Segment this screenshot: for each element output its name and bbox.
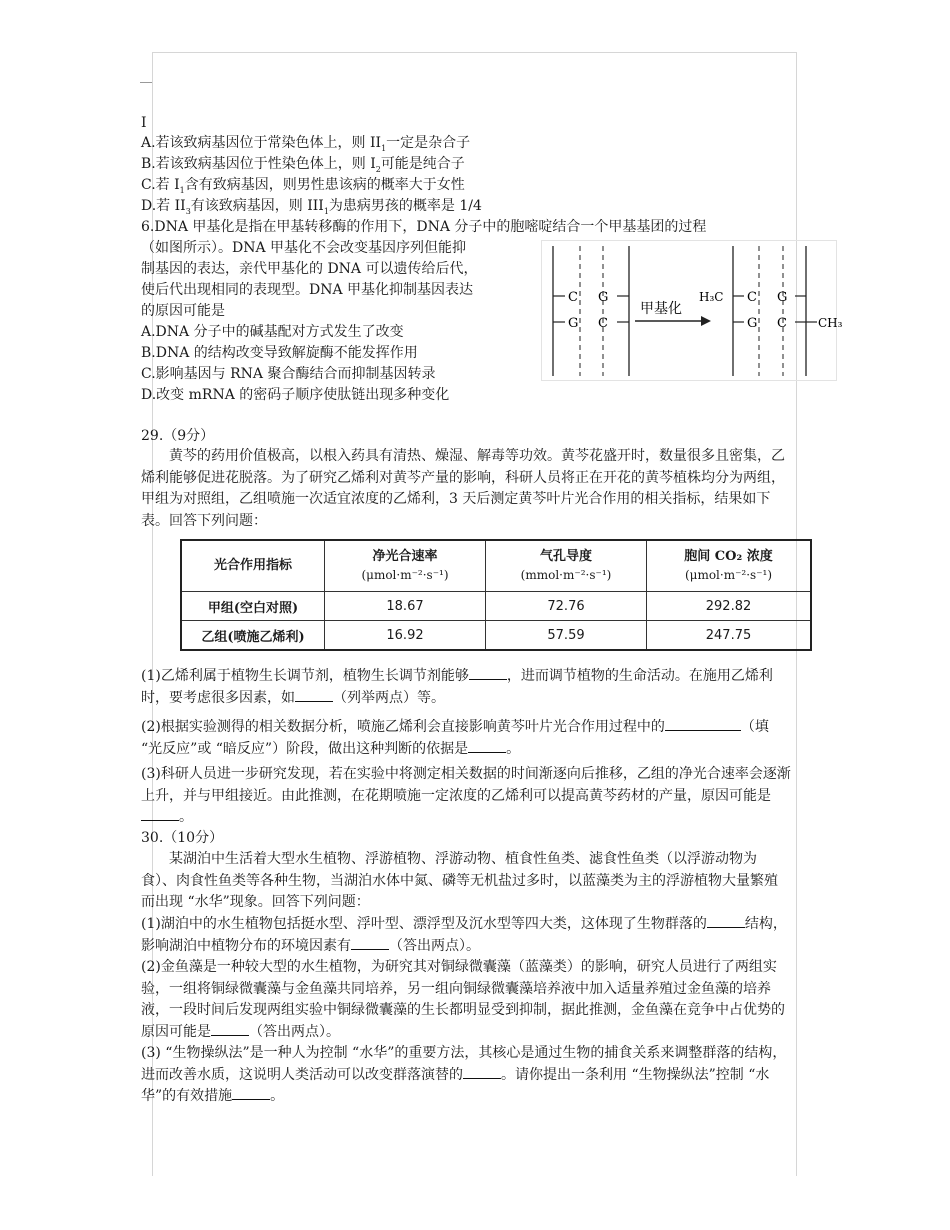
table-cell: 16.92 [325, 621, 486, 651]
table-row [181, 621, 811, 651]
page-frame-top [152, 52, 797, 53]
answer-blank[interactable] [707, 914, 745, 928]
table-header: 胞间 CO₂ 浓度 (μmol·m⁻²·s⁻¹) [647, 540, 812, 592]
table-header: 气孔导度 (mmol·m⁻²·s⁻¹) [486, 540, 647, 592]
table-cell: 乙组(喷施乙烯利) [181, 621, 325, 651]
q29-intro: 黄芩的药用价值极高，以根入药具有清热、燥湿、解毒等功效。黄芩花盛开时，数量很多且密集，乙烯利能够促进花脱落。为了研究乙烯利对黄芩产量的影响，科研人员将正在开花的黄芩植株均分为两组，甲组为对照组，乙组喷施一次适宜浓度的乙烯利，3 天后测定黄芩叶片光合作用的相关指标，结果如下表。回答下列问题： [141, 448, 785, 529]
left-base: C [568, 290, 578, 305]
q6-stem-line: 使后代出现相同的表现型。DNA 甲基化抑制基因表达 [141, 282, 474, 298]
right-base: G [777, 290, 788, 305]
left-base: G [568, 316, 579, 331]
methyl-group-top: H₃C [699, 290, 724, 304]
q6-option-d: D.改变 mRNA 的密码子顺序使肽链出现多种变化 [141, 387, 450, 403]
answer-blank[interactable] [351, 936, 389, 950]
answer-blank[interactable] [469, 666, 507, 680]
answer-blank[interactable] [463, 1065, 501, 1079]
q29-sub2: (2)根据实验测得的相关数据分析，喷施乙烯利会直接影响黄芩叶片光合作用过程中的 （填 “光反应”或 “暗反应”）阶段，做出这种判断的依据是 。 [141, 719, 769, 757]
table-cell: 292.82 [647, 592, 812, 621]
figure-border [542, 241, 837, 381]
q30-sub3: (3) “生物操纵法”是一种人为控制 “水华”的重要方法，其核心是通过生物的捕食关系来调整群落的结构，进而改善水质，这说明人类活动可以改变群落演替的 。请你提出一条利用 “生物操纵法”控制 “水华”的有效措施 。 [141, 1045, 787, 1104]
q30-sub2: (2)金鱼藻是一种较大型的水生植物，为研究其对铜绿微囊藻（蓝藻类）的影响，研究人员进行了两组实验，一组将铜绿微囊藻与金鱼藻共同培养，另一组向铜绿微囊藻培养液中加入适量养殖过金鱼藻的培养液，一段时间后发现两组实验中铜绿微囊藻的生长都明显受到抑制，据此推测，金鱼藻在竞争中占优势的原因可能是 （答出两点）。 [141, 959, 785, 1040]
q29-header: 29.（9分） [141, 428, 215, 444]
q30-sub1: (1)湖泊中的水生植物包括挺水型、浮叶型、漂浮型及沉水型等四大类，这体现了生物群落的 结构，影响湖泊中植物分布的环境因素有 （答出两点）。 [141, 916, 787, 954]
answer-blank[interactable] [665, 717, 703, 731]
arrow-head-icon [701, 316, 711, 326]
right-base: C [747, 290, 757, 305]
dna-methylation-figure [541, 240, 843, 381]
table-row [181, 592, 811, 621]
right-base: G [747, 316, 758, 331]
answer-blank[interactable] [211, 1022, 249, 1036]
table-header: 净光合速率 (μmol·m⁻²·s⁻¹) [325, 540, 486, 592]
corner-mark [140, 82, 152, 83]
table-cell: 57.59 [486, 621, 647, 651]
left-base: G [598, 290, 609, 305]
q6-stem-line: 的原因可能是 [141, 303, 225, 319]
q6-stem-line: （如图所示）。DNA 甲基化不会改变基因序列但能抑 [141, 240, 467, 256]
answer-blank[interactable] [295, 688, 333, 702]
q29-sub1: (1)乙烯利属于植物生长调节剂，植物生长调节剂能够 ，进而调节植物的生命活动。在施用乙烯利时，要考虑很多因素，如 （列举两点）等。 [141, 668, 773, 706]
q5-option-a: A.若该致病基因位于常染色体上，则 $II_1$一定是杂合子 [141, 135, 471, 153]
arrow-label: 甲基化 [640, 301, 682, 317]
q30-intro: 某湖泊中生活着大型水生植物、浮游植物、浮游动物、植食性鱼类、滤食性鱼类（以浮游动物为食）、肉食性鱼类等各种生物，当湖泊水体中氮、磷等无机盐过多时，以蓝藻类为主的浮游植物大量繁殖而出现 “水华”现象。回答下列问题： [141, 851, 778, 910]
q6-option-b: B.DNA 的结构改变导致解旋酶不能发挥作用 [141, 345, 418, 361]
answer-blank[interactable] [232, 1086, 270, 1100]
q5-option-b: B.若该致病基因位于性染色体上，则 $I_2$可能是纯合子 [141, 156, 465, 174]
q6-option-a: A.DNA 分子中的碱基配对方式发生了改变 [141, 324, 404, 340]
table-cell: 甲组(空白对照) [181, 592, 325, 621]
top-fragment: I [141, 115, 147, 131]
photosynthesis-table [180, 539, 812, 651]
q5-option-c: C.若 $I_1$含有致病基因，则男性患该病的概率大于女性 [141, 177, 465, 195]
methyl-group-bottom: CH₃ [818, 316, 843, 330]
q6-stem-line1: 6.DNA 甲基化是指在甲基转移酶的作用下，DNA 分子中的胞嘧啶结合一个甲基基团的过程 [141, 219, 707, 235]
answer-blank[interactable] [703, 717, 741, 731]
left-base: C [598, 316, 608, 331]
q5-option-d: D.若 $II_3$有该致病基因，则 $III_1$为患病男孩的概率是 1/4 [141, 198, 482, 216]
q29-sub3: (3)科研人员进一步研究发现，若在实验中将测定相关数据的时间渐逐向后推移，乙组的净光合速率会逐渐上升，并与甲组接近。由此推测，在花期喷施一定浓度的乙烯利可以提高黄芩药材的产量，原因可能是。 [141, 766, 791, 825]
q30-header: 30.（10分） [141, 830, 224, 846]
table-cell: 247.75 [647, 621, 812, 651]
table-header: 光合作用指标 [181, 540, 325, 592]
q6-option-c: C.影响基因与 RNA 聚合酶结合而抑制基因转录 [141, 366, 436, 382]
table-header-row [181, 540, 811, 592]
table-cell: 18.67 [325, 592, 486, 621]
answer-blank[interactable] [468, 739, 506, 753]
right-base: C [777, 316, 787, 331]
table-cell: 72.76 [486, 592, 647, 621]
answer-blank[interactable] [141, 807, 179, 821]
q6-stem-line: 制基因的表达，亲代甲基化的 DNA 可以遗传给后代， [141, 261, 478, 277]
